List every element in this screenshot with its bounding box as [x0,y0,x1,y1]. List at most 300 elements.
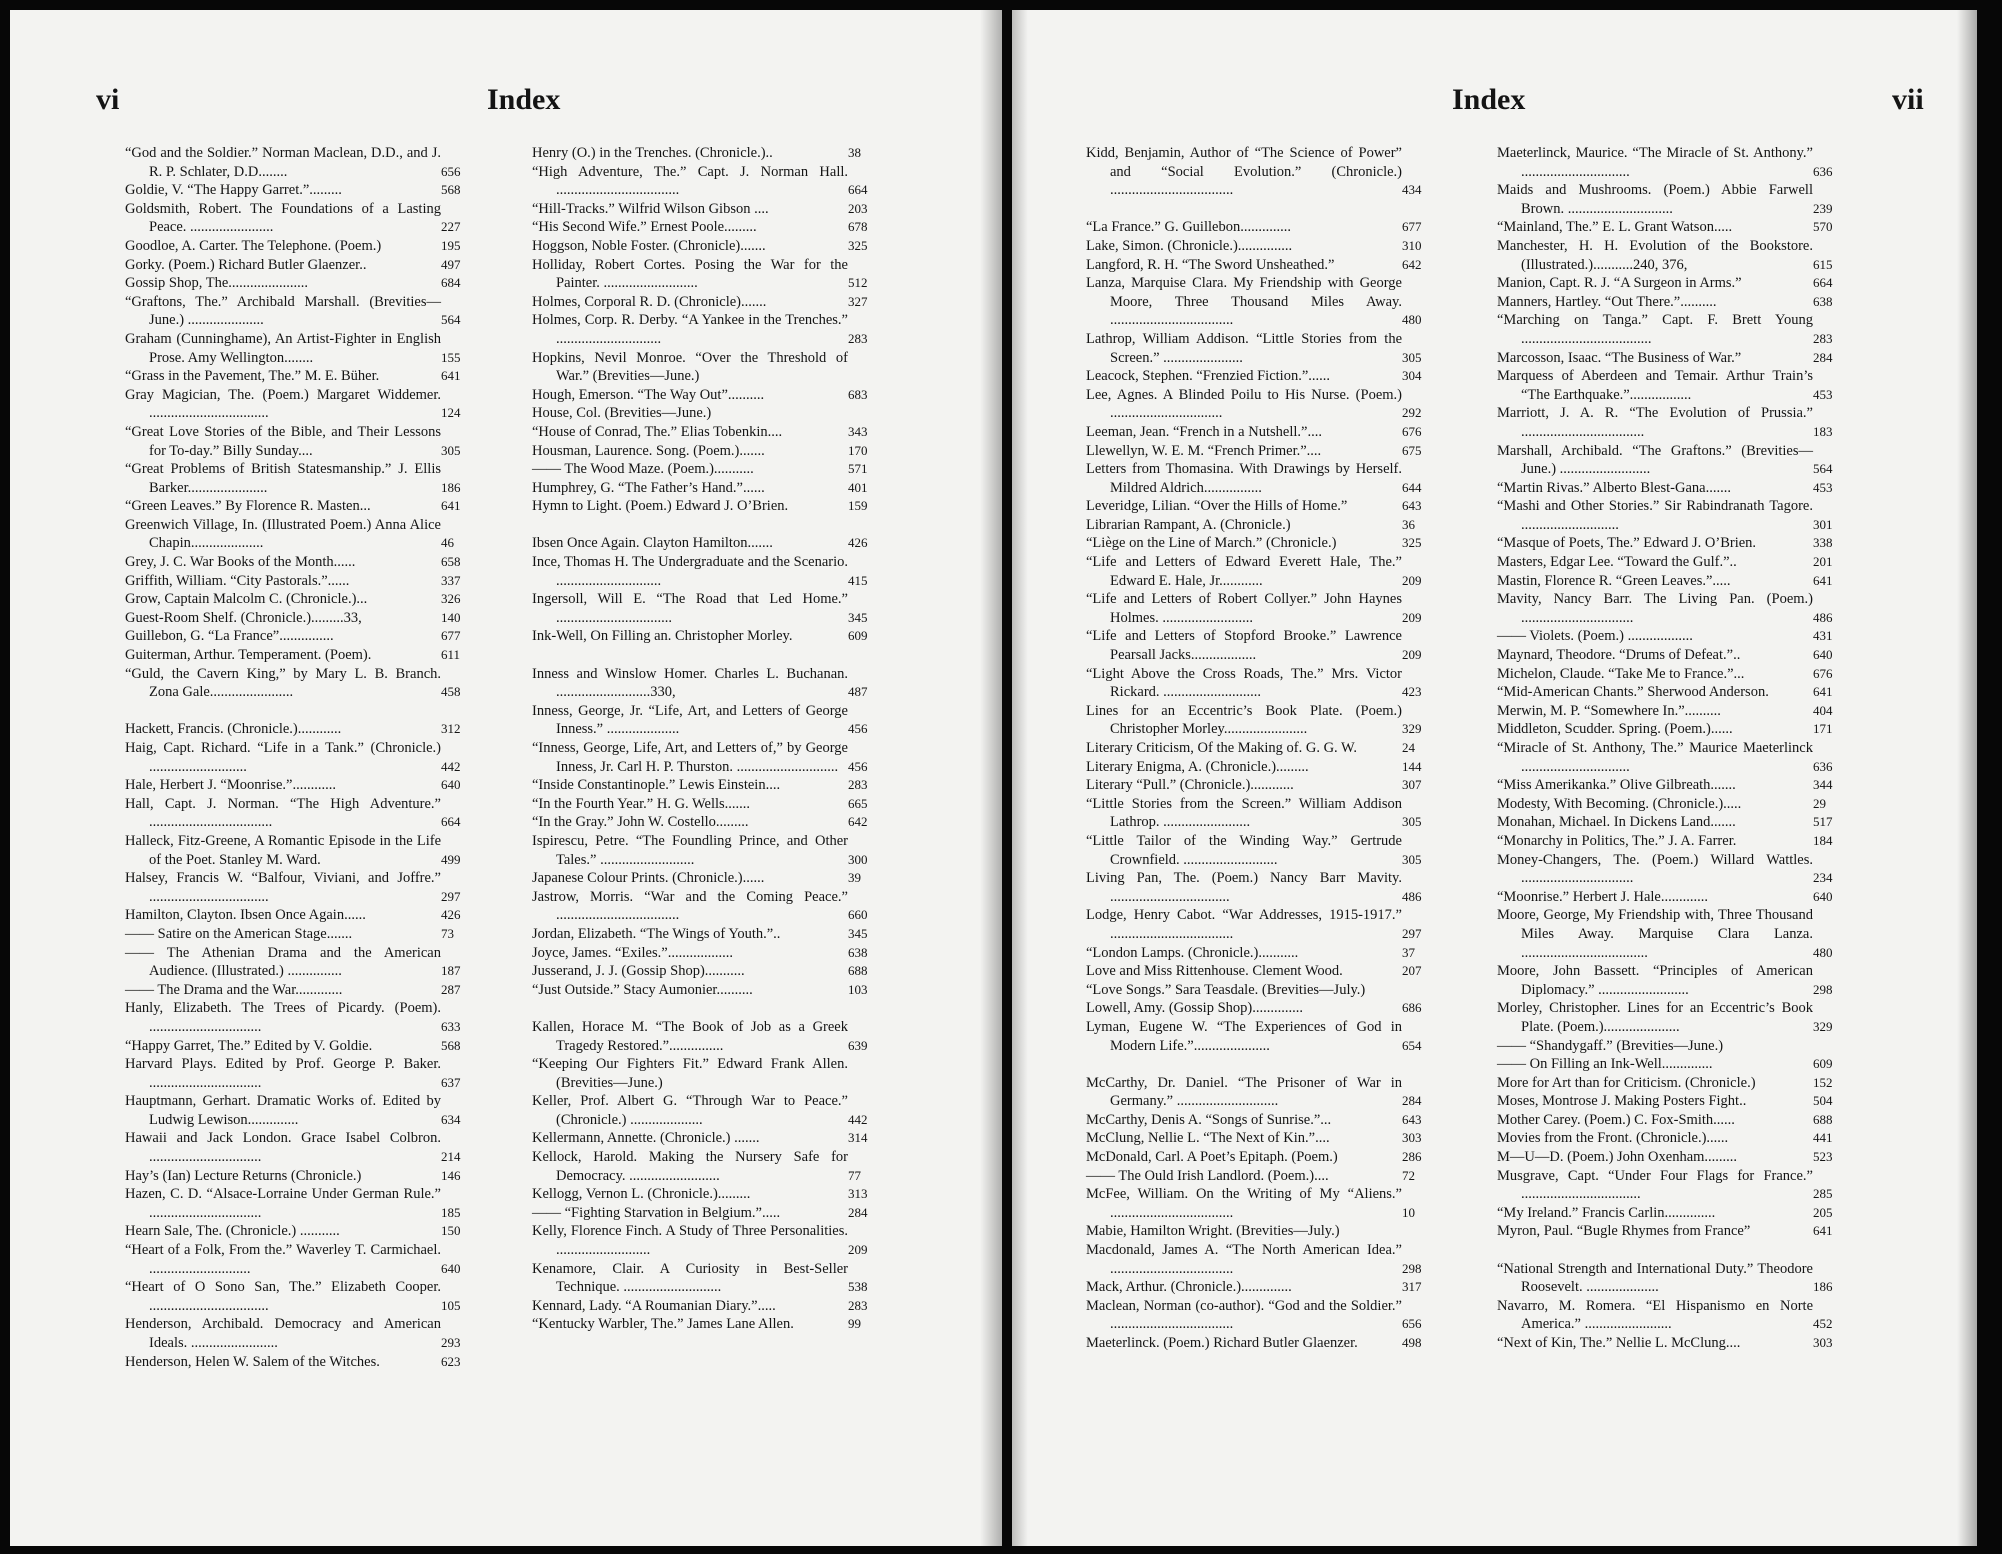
entry-text: Maclean, Norman (co-author). “God and the Soldier.” .................................. [1086,1297,1402,1333]
entry-text: “Inside Constantinople.” Lewis Einstein.... [532,777,781,794]
entry-text: “Life and Letters of Robert Collyer.” John Haynes Holmes. ......................... [1086,591,1402,626]
entry-text: Ince, Thomas H. The Undergraduate and the Scenario. ............................. [532,554,848,589]
index-entry [1086,1241,1438,1278]
entry-text: Manion, Capt. R. J. “A Surgeon in Arms.” [1497,275,1742,292]
entry-page: 453 [1813,386,1833,402]
index-entry [532,1129,884,1148]
index-entry [1086,1074,1438,1111]
entry-text: Macdonald, James A. “The North American Idea.” .................................. [1086,1242,1402,1277]
index-entry [1497,906,1849,962]
entry-page: 564 [441,312,461,328]
entry-page: 310 [1402,237,1422,253]
index-entry [1086,237,1438,256]
letter-gap [1086,1055,1438,1074]
index-entry [1086,832,1438,869]
entry-page: 304 [1402,368,1422,384]
index-entry [532,1315,884,1334]
index-entry [125,776,477,795]
index-entry [532,739,884,776]
entry-text: Lowell, Amy. (Gossip Shop).............. [1086,1000,1303,1017]
index-entry [1497,888,1849,907]
index-column [125,144,477,1371]
index-entry [125,1241,477,1278]
entry-text: McCarthy, Dr. Daniel. “The Prisoner of War in Germany.” ............................ [1086,1074,1402,1110]
entry-text: Hoggson, Noble Foster. (Chronicle)....... [532,237,766,254]
entry-page: 297 [1402,925,1422,941]
entry-page: 209 [1402,609,1422,625]
entry-page: 326 [441,591,461,607]
entry-text: Henderson, Helen W. Salem of the Witches. [125,1353,380,1370]
index-entry [125,181,477,200]
index-entry [1086,962,1438,981]
index-entry [532,665,884,702]
entry-text: “Life and Letters of Edward Everett Hale, The.” Edward E. Hale, Jr............ [1086,554,1402,589]
index-entry [532,944,884,963]
page-title: Index [487,83,561,116]
index-entry [125,981,477,1000]
entry-page: 344 [1813,777,1833,793]
index-entry [125,367,477,386]
entry-page: 325 [1402,535,1422,551]
entry-text: —— “Fighting Starvation in Belgium.”..... [532,1204,781,1221]
entry-text: Haig, Capt. Richard. “Life in a Tank.” (Chronicle.) ........................... [125,740,441,775]
index-entry [1086,330,1438,367]
entry-page: 564 [1813,461,1833,477]
entry-text: “Miracle of St. Anthony, The.” Maurice Maeterlinck .............................. [1497,740,1813,775]
entry-page: 426 [848,535,868,551]
entry-page: 345 [848,925,868,941]
entry-text: Marriott, J. A. R. “The Evolution of Prussia.” .................................. [1497,405,1813,440]
entry-text: Gossip Shop, The...................... [125,275,309,292]
entry-page: 159 [848,498,868,514]
entry-text: “Kentucky Warbler, The.” James Lane Allen. [532,1316,794,1333]
entry-text: “Life and Letters of Stopford Brooke.” Lawrence Pearsall Jacks.................. [1086,628,1402,664]
entry-page: 636 [1813,163,1833,179]
entry-page: 660 [848,907,868,923]
index-entry [1497,1260,1849,1297]
entry-text: Myron, Paul. “Bugle Rhymes from France” [1497,1223,1751,1240]
index-entry [125,590,477,609]
index-entry [1086,1111,1438,1130]
entry-text: “High Adventure, The.” Capt. J. Norman Hall. .................................. [532,163,848,199]
entry-text: Moore, George, My Friendship with, Three Thousand Miles Away. Marquise Clara Lanza. ................................... [1497,907,1813,961]
entry-text: Monahan, Michael. In Dickens Land....... [1497,814,1736,831]
entry-text: Middleton, Scudder. Spring. (Poem.)...... [1497,721,1733,738]
index-entry [125,460,477,497]
entry-page: 665 [848,795,868,811]
index-entry [1497,237,1849,274]
entry-page: 683 [848,386,868,402]
entry-text: Mavity, Nancy Barr. The Living Pan. (Poem.) ............................... [1497,591,1813,626]
entry-page: 184 [1813,832,1833,848]
entry-page: 640 [441,777,461,793]
entry-page: 517 [1813,814,1833,830]
index-entry [532,776,884,795]
index-entry [125,1353,477,1372]
entry-page: 615 [1813,256,1833,272]
index-entry [1086,497,1438,516]
entry-text: Marcosson, Isaac. “The Business of War.” [1497,349,1742,366]
entry-text: Goldsmith, Robert. The Foundations of a Lasting Peace. ....................... [125,200,441,236]
entry-page: 568 [441,182,461,198]
entry-text: “Miss Amerikanka.” Olive Gilbreath....... [1497,777,1736,794]
entry-text: Jusserand, J. J. (Gossip Shop)........... [532,963,745,980]
index-entry [1497,572,1849,591]
entry-text: Henry (O.) in the Trenches. (Chronicle.).. [532,145,773,161]
index-entry [1497,1297,1849,1334]
entry-text: “Moonrise.” Herbert J. Hale............. [1497,888,1708,905]
entry-text: “Mashi and Other Stories.” Sir Rabindranath Tagore. ........................... [1497,498,1813,533]
index-entry [1497,627,1849,646]
entry-page: 124 [441,405,461,421]
entry-text: House, Col. (Brevities—June.) [532,405,712,422]
index-entry [1497,442,1849,479]
entry-page: 297 [441,888,461,904]
index-entry [1497,553,1849,572]
index-entry [1497,144,1849,181]
index-entry [1086,1129,1438,1148]
entry-page: 214 [441,1149,461,1165]
entry-text: Kallen, Horace M. “The Book of Job as a Greek Tragedy Restored.”............... [532,1018,848,1054]
index-entry [1086,739,1438,758]
entry-page: 656 [1402,1316,1422,1332]
entry-text: Librarian Rampant, A. (Chronicle.) [1086,516,1291,533]
entry-page: 300 [848,851,868,867]
entry-text: Maeterlinck, Maurice. “The Miracle of St. Anthony.” .............................. [1497,145,1813,180]
entry-page: 209 [848,1242,868,1258]
index-entry [532,813,884,832]
entry-text: Lodge, Henry Cabot. “War Addresses, 1915-1917.” .................................. [1086,907,1402,942]
index-entry [1086,869,1438,906]
index-entry [125,423,477,460]
index-entry [1497,1055,1849,1074]
entry-page: 442 [848,1111,868,1127]
entry-page: 305 [1402,349,1422,365]
entry-page: 150 [441,1223,461,1239]
entry-page: 638 [848,944,868,960]
index-entry [1497,683,1849,702]
index-entry [1086,981,1438,1000]
index-entry [1497,1037,1849,1056]
index-entry [532,311,884,348]
entry-text: Hough, Emerson. “The Way Out”.......... [532,386,765,403]
entry-page: 77 [848,1167,861,1183]
entry-page: 239 [1813,200,1833,216]
entry-text: Mack, Arthur. (Chronicle.).............. [1086,1279,1292,1296]
entry-page: 641 [1813,1223,1833,1239]
entry-page: 209 [1402,647,1422,663]
index-entry [1497,646,1849,665]
index-entry [1497,702,1849,721]
index-entry [1086,516,1438,535]
entry-page: 636 [1813,758,1833,774]
entry-page: 676 [1402,423,1422,439]
entry-page: 678 [848,219,868,235]
entry-page: 327 [848,293,868,309]
entry-page: 317 [1402,1279,1422,1295]
index-entry [532,832,884,869]
entry-text: Hazen, C. D. “Alsace-Lorraine Under German Rule.” ............................... [125,1186,441,1221]
entry-page: 676 [1813,665,1833,681]
index-entry [1497,1111,1849,1130]
entry-page: 486 [1813,609,1833,625]
page-number: vi [96,83,120,116]
letter-gap [532,646,884,665]
entry-text: —— The Wood Maze. (Poem.)........... [532,461,754,478]
index-entry [1497,962,1849,999]
index-entry [125,999,477,1036]
entry-page: 170 [848,442,868,458]
index-entry [1086,1185,1438,1222]
entry-page: 487 [848,684,868,700]
entry-page: 207 [1402,963,1422,979]
entry-page: 623 [441,1353,461,1369]
entry-page: 686 [1402,1000,1422,1016]
entry-text: —— The Ould Irish Landlord. (Poem.).... [1086,1167,1329,1184]
entry-page: 664 [441,814,461,830]
entry-text: Ispirescu, Petre. “The Foundling Prince, and Other Tales.” .......................... [532,832,848,868]
index-entry [1497,311,1849,348]
index-entry [532,1148,884,1185]
entry-page: 641 [1813,572,1833,588]
index-entry [532,293,884,312]
index-entry [125,1315,477,1352]
index-entry [1086,795,1438,832]
entry-text: Money-Changers, The. (Poem.) Willard Wattles. ............................... [1497,851,1813,887]
entry-text: Merwin, M. P. “Somewhere In.”.......... [1497,702,1721,719]
index-entry [1497,1222,1849,1241]
entry-text: “Keeping Our Fighters Fit.” Edward Frank Allen. (Brevities—June.) [532,1056,848,1091]
entry-text: McClung, Nellie L. “The Next of Kin.”.... [1086,1130,1330,1147]
index-entry [532,925,884,944]
index-entry [125,144,477,181]
entry-text: “Just Outside.” Stacy Aumonier.......... [532,981,753,998]
index-entry [1086,534,1438,553]
entry-text: Gray Magician, The. (Poem.) Margaret Widdemer. ................................. [125,386,441,422]
entry-page: 186 [1813,1279,1833,1295]
index-entry [125,497,477,516]
entry-page: 284 [1813,349,1833,365]
entry-text: Lanza, Marquise Clara. My Friendship with George Moore, Three Thousand Miles Away. .................................. [1086,275,1402,329]
entry-text: Moses, Montrose J. Making Posters Fight.. [1497,1093,1747,1110]
entry-text: Hawaii and Jack London. Grace Isabel Colbron. ............................... [125,1130,441,1166]
index-entry [532,1222,884,1259]
entry-page: 298 [1813,981,1833,997]
entry-page: 99 [848,1316,861,1332]
entry-text: Keller, Prof. Albert G. “Through War to Peace.” (Chronicle.) .................... [532,1093,848,1128]
letter-gap [1086,200,1438,219]
entry-text: “His Second Wife.” Ernest Poole......... [532,219,757,236]
entry-page: 234 [1813,870,1833,886]
index-entry [532,1204,884,1223]
entry-text: Lee, Agnes. A Blinded Poilu to His Nurse. (Poem.) ............................... [1086,386,1402,422]
entry-page: 345 [848,609,868,625]
index-entry [1497,1092,1849,1111]
entry-text: “Martin Rivas.” Alberto Blest-Gana....... [1497,479,1731,496]
index-entry [1497,497,1849,534]
entry-text: “Mainland, The.” E. L. Grant Watson..... [1497,219,1733,236]
entry-page: 654 [1402,1037,1422,1053]
entry-text: Goldie, V. “The Happy Garret.”......... [125,182,342,199]
entry-text: Hay’s (Ian) Lecture Returns (Chronicle.) [125,1167,362,1184]
entry-page: 637 [441,1074,461,1090]
entry-text: Hamilton, Clayton. Ibsen Once Again...... [125,907,366,924]
entry-text: “Masque of Poets, The.” Edward J. O’Brien. [1497,535,1757,552]
entry-page: 423 [1402,684,1422,700]
index-entry [125,1185,477,1222]
index-entry [1497,851,1849,888]
entry-page: 286 [1402,1149,1422,1165]
entry-page: 293 [441,1335,461,1350]
index-entry [125,944,477,981]
entry-text: Griffith, William. “City Pastorals.”...... [125,572,350,589]
entry-text: Holmes, Corp. R. Derby. “A Yankee in the Trenches.” ............................. [532,312,848,347]
index-entry [1086,218,1438,237]
entry-page: 284 [1402,1093,1422,1109]
index-entry [532,534,884,553]
entry-page: 146 [441,1167,461,1183]
entry-page: 643 [1402,498,1422,514]
index-entry [532,1297,884,1316]
entry-text: Llewellyn, W. E. M. “French Primer.”.... [1086,442,1322,459]
entry-page: 301 [1813,516,1833,532]
index-entry [1497,274,1849,293]
entry-text: “Guld, the Cavern King,” by Mary L. B. Branch. Zona Gale....................... [125,665,441,701]
entry-text: Kennard, Lady. “A Roumanian Diary.”..... [532,1297,776,1314]
entry-text: “Liège on the Line of March.” (Chronicle.) [1086,535,1337,552]
entry-page: 570 [1813,219,1833,235]
index-entry [125,330,477,367]
index-entry [532,237,884,256]
index-entry [125,665,477,702]
entry-text: Kenamore, Clair. A Curiosity in Best-Seller Technique. ........................... [532,1260,848,1296]
entry-page: 415 [848,572,868,588]
entry-text: Literary Enigma, A. (Chronicle.)......... [1086,758,1309,775]
entry-page: 675 [1402,442,1422,458]
index-entry [1497,367,1849,404]
entry-page: 523 [1813,1149,1833,1165]
entry-page: 640 [441,1260,461,1276]
entry-text: Navarro, M. Romera. “El Hispanismo en Norte America.” ........................ [1497,1297,1813,1333]
right-page [1012,10,1977,1546]
entry-page: 38 [848,145,861,160]
entry-text: Hymn to Light. (Poem.) Edward J. O’Brien. [532,498,789,515]
index-entry [532,349,884,386]
entry-text: Goodloe, A. Carter. The Telephone. (Poem.) [125,237,382,254]
entry-page: 195 [441,237,461,253]
index-entry [532,962,884,981]
index-entry [1086,1334,1438,1353]
entry-text: “Inness, George, Life, Art, and Letters of,” by George Inness, Jr. Carl H. P. Thurston. ............................ [532,740,848,775]
entry-text: —— Satire on the American Stage....... [125,925,353,942]
index-entry [532,163,884,200]
entry-text: “Hill-Tracks.” Wilfrid Wilson Gibson .... [532,200,769,217]
index-entry [125,1222,477,1241]
entry-page: 201 [1813,554,1833,570]
entry-text: Leacock, Stephen. “Frenzied Fiction.”...... [1086,368,1331,385]
entry-text: Holliday, Robert Cortes. Posing the War for the Painter. .......................... [532,256,848,292]
index-entry [125,572,477,591]
entry-page: 677 [441,628,461,644]
entry-text: Japanese Colour Prints. (Chronicle.)...... [532,870,765,887]
entry-page: 452 [1813,1316,1833,1332]
entry-page: 401 [848,479,868,495]
index-entry [125,386,477,423]
letter-gap [1497,1241,1849,1260]
entry-text: Literary “Pull.” (Chronicle.)............ [1086,777,1294,794]
entry-text: Moore, John Bassett. “Principles of American Diplomacy.” ......................... [1497,963,1813,998]
entry-page: 643 [1402,1111,1422,1127]
index-entry [532,1018,884,1055]
entry-text: “Love Songs.” Sara Teasdale. (Brevities—July.) [1086,981,1366,998]
index-entry [125,795,477,832]
index-entry [1086,665,1438,702]
entry-text: Harvard Plays. Edited by Prof. George P. Baker. ............................... [125,1056,441,1091]
entry-text: “Great Love Stories of the Bible, and Their Lessons for To-day.” Billy Sunday.... [125,423,441,459]
index-entry [1086,553,1438,590]
entry-page: 305 [1402,851,1422,867]
index-entry [125,1092,477,1129]
entry-page: 314 [848,1130,868,1146]
page-number: vii [1892,83,1924,116]
entry-page: 325 [848,237,868,253]
entry-text: More for Art than for Criticism. (Chronicle.) [1497,1074,1756,1091]
entry-page: 656 [441,163,461,179]
letter-gap [532,516,884,535]
index-entry [532,218,884,237]
entry-page: 185 [441,1204,461,1220]
entry-text: Modesty, With Becoming. (Chronicle.)..... [1497,795,1742,812]
entry-page: 504 [1813,1093,1833,1109]
entry-text: Masters, Edgar Lee. “Toward the Gulf.”.. [1497,554,1737,571]
index-entry [532,404,884,423]
index-entry [532,1055,884,1092]
index-entry [1497,534,1849,553]
entry-page: 205 [1813,1204,1833,1220]
entry-page: 307 [1402,777,1422,793]
entry-text: Kellock, Harold. Making the Nursery Safe for Democracy. ......................... [532,1149,848,1184]
entry-text: “Graftons, The.” Archibald Marshall. (Brevities—June.) ..................... [125,293,441,329]
entry-text: Kellogg, Vernon L. (Chronicle.)......... [532,1186,751,1203]
entry-page: 688 [1813,1111,1833,1127]
entry-page: 36 [1402,516,1415,532]
entry-text: —— On Filling an Ink-Well.............. [1497,1056,1713,1073]
entry-page: 638 [1813,293,1833,309]
entry-text: Letters from Thomasina. With Drawings by Herself. Mildred Aldrich................ [1086,461,1402,496]
entry-page: 183 [1813,423,1833,439]
index-entry [1086,423,1438,442]
entry-page: 283 [848,1297,868,1313]
entry-text: “House of Conrad, The.” Elias Tobenkin.... [532,423,783,440]
entry-text: Lake, Simon. (Chronicle.)............... [1086,237,1293,254]
entry-page: 456 [848,721,868,737]
entry-page: 343 [848,423,868,439]
entry-text: “Light Above the Cross Roads, The.” Mrs. Victor Rickard. ........................... [1086,665,1402,701]
entry-text: Leveridge, Lilian. “Over the Hills of Home.” [1086,498,1348,515]
entry-page: 24 [1402,740,1415,755]
entry-page: 633 [441,1018,461,1034]
entry-text: Kidd, Benjamin, Author of “The Science of Power” and “Social Evolution.” (Chronicle.) .................................. [1086,145,1402,199]
index-entry [125,627,477,646]
entry-text: “Great Problems of British Statesmanship.” J. Ellis Barker...................... [125,461,441,496]
index-entry [1497,1074,1849,1093]
index-entry [125,516,477,553]
entry-text: M—U—D. (Poem.) John Oxenham......... [1497,1149,1738,1166]
index-entry [1086,442,1438,461]
entry-page: 303 [1402,1130,1422,1146]
entry-page: 453 [1813,479,1833,495]
entry-page: 568 [441,1037,461,1053]
